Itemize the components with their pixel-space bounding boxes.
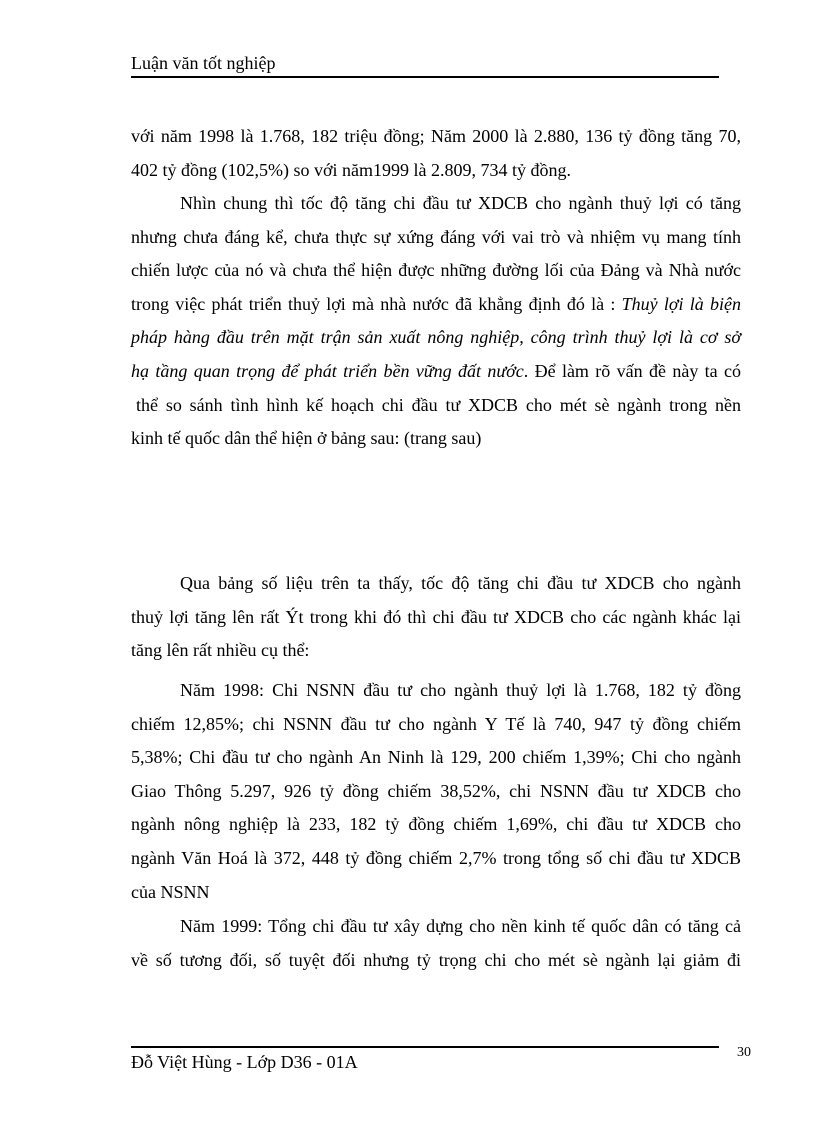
text-line: của NSNN — [131, 881, 210, 902]
italic-quote-line: pháp hàng đầu trên mặt trận sản xuất nông nghiệp, công trình thuỷ lợi là cơ sở — [131, 327, 741, 348]
text-line: thuỷ lợi tăng lên rất Ýt trong khi đó thì chi đầu tư XDCB cho các ngành khác lại — [131, 606, 741, 627]
text-line: 5,38%; Chi đầu tư cho ngành An Ninh là 129, 200 chiếm 1,39%; Chi cho ngành — [131, 747, 741, 768]
footer-rule — [131, 1046, 719, 1048]
text-line: 402 tỷ đồng (102,5%) so với năm1999 là 2.809, 734 tỷ đồng. — [131, 159, 571, 180]
paragraph-table-commentary — [131, 567, 741, 668]
text-segment: trong việc phát triển thuỷ lợi mà nhà nước đã khẳng định đó là : — [131, 293, 622, 314]
text-line: chiếm 12,85%; chi NSNN đầu tư cho ngành Y Tế là 740, 947 tỷ đồng chiếm — [131, 713, 741, 734]
text-line: Giao Thông 5.297, 926 tỷ đồng chiếm 38,52%, chi NSNN đầu tư XDCB cho — [131, 780, 741, 801]
italic-quote: Thuỷ lợi là biện — [621, 293, 741, 314]
header-rule — [131, 76, 719, 78]
text-line: tăng lên rất nhiều cụ thể: — [131, 640, 310, 661]
text-line: Nhìn chung thì tốc độ tăng chi đầu tư XDCB cho ngành thuỷ lợi có tăng — [180, 193, 741, 213]
page-number: 30 — [737, 1045, 751, 1060]
text-line: chiến lược của nó và chưa thể hiện được những đường lối của Đảng và Nhà nước — [131, 260, 741, 281]
italic-quote: hạ tầng quan trọng để phát triển bền vững đất nước — [131, 360, 524, 381]
text-line: kinh tế quốc dân thể hiện ở bảng sau: (trang sau) — [131, 428, 482, 449]
text-line: Qua bảng số liệu trên ta thấy, tốc độ tăng chi đầu tư XDCB cho ngành — [180, 573, 741, 593]
text-line: ngành Văn Hoá là 372, 448 tỷ đồng chiếm 2,7% trong tổng số chi đầu tư XDCB — [131, 847, 741, 868]
text-line: thể so sánh tình hình kế hoạch chi đầu tư XDCB cho mét sè ngành trong nền — [136, 394, 741, 415]
text-line: nhưng chưa đáng kể, chưa thực sự xứng đáng với vai trò và nhiệm vụ mang tính — [131, 226, 741, 247]
paragraph-continuation — [131, 120, 741, 187]
text-line: Năm 1999: Tổng chi đầu tư xây dựng cho nền kinh tế quốc dân có tăng cả — [180, 916, 741, 936]
paragraph-year-1999 — [131, 910, 741, 977]
text-line: về số tương đối, số tuyệt đối nhưng tỷ trọng chi cho mét sè ngành lại giảm đi — [131, 949, 741, 970]
running-header-title: Luận văn tốt nghiệp — [131, 53, 276, 73]
text-line: ngành nông nghiệp là 233, 182 tỷ đồng chiếm 1,69%, chi đầu tư XDCB cho — [131, 814, 741, 835]
paragraph-assessment — [131, 187, 741, 456]
footer-author: Đỗ Việt Hùng - Lớp D36 - 01A — [131, 1052, 358, 1072]
text-line — [131, 288, 741, 322]
text-line: Năm 1998: Chi NSNN đầu tư cho ngành thuỷ lợi là 1.768, 182 tỷ đồng — [180, 680, 741, 700]
paragraph-year-1998 — [131, 674, 741, 909]
text-line — [131, 355, 741, 389]
text-segment: . Để làm rõ vấn đề này ta có — [523, 360, 742, 381]
text-line: với năm 1998 là 1.768, 182 triệu đồng; Năm 2000 là 2.880, 136 tỷ đồng tăng 70, — [131, 126, 741, 146]
